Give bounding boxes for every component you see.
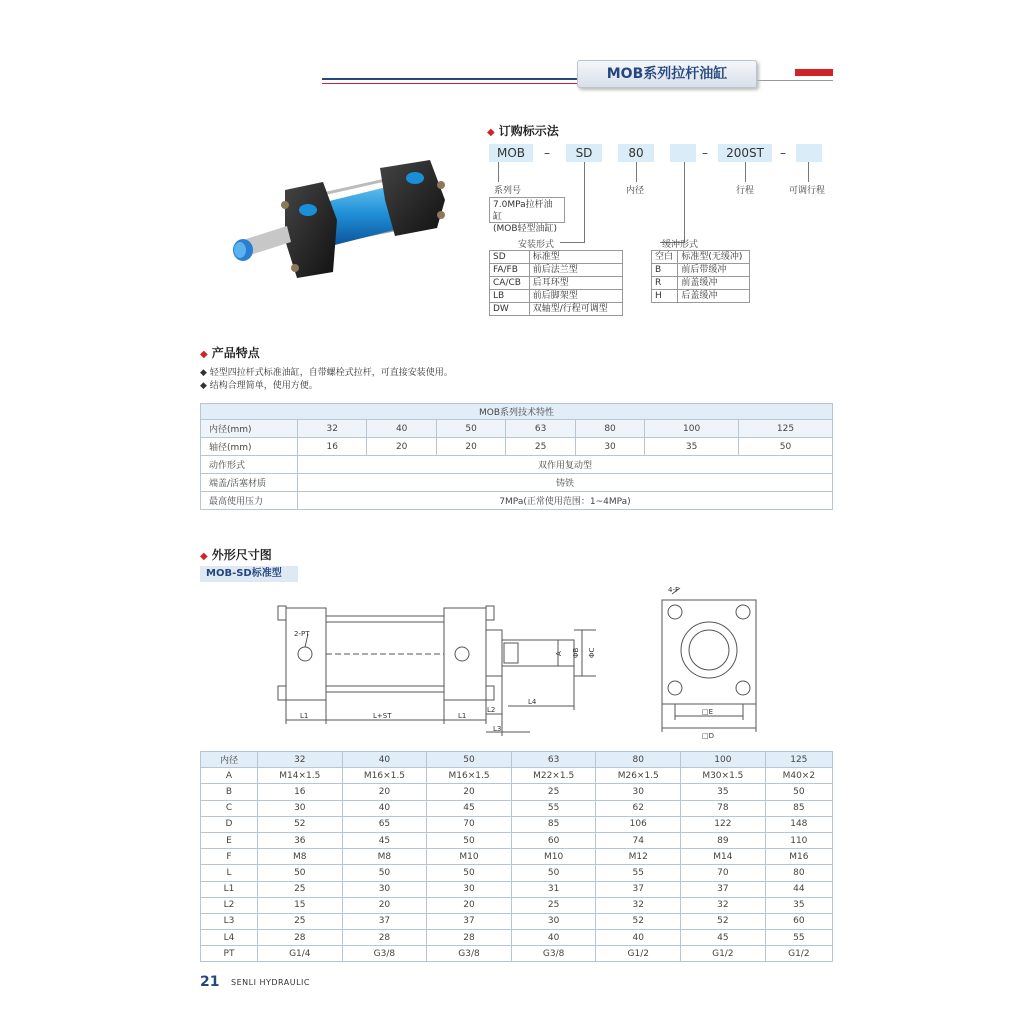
drawing-e: □E bbox=[702, 708, 714, 716]
table-cell: 20 bbox=[427, 784, 512, 800]
table-row bbox=[201, 800, 833, 816]
table-row bbox=[201, 420, 833, 438]
table-cell: 32 bbox=[681, 897, 766, 913]
code-cushion bbox=[670, 144, 696, 162]
list-item bbox=[652, 290, 750, 303]
table-cell: 30 bbox=[596, 784, 681, 800]
table-cell: 110 bbox=[765, 832, 832, 848]
table-cell: 37 bbox=[681, 881, 766, 897]
table-cell: 50 bbox=[765, 784, 832, 800]
table-header-cell: 40 bbox=[342, 752, 427, 768]
table-cell: 空白 bbox=[652, 251, 678, 264]
table-cell: 20 bbox=[427, 897, 512, 913]
table-cell: G1/4 bbox=[258, 946, 343, 962]
table-cell: M10 bbox=[427, 849, 512, 865]
tech-rod-label: 轴径(mm) bbox=[201, 438, 298, 456]
table-cell: M30×1.5 bbox=[681, 768, 766, 784]
table-cell: 70 bbox=[427, 816, 512, 832]
leader-adjustable bbox=[808, 162, 809, 182]
table-row bbox=[201, 832, 833, 848]
header-red-accent bbox=[795, 69, 833, 76]
table-cell: A bbox=[201, 768, 258, 784]
table-cell: M26×1.5 bbox=[596, 768, 681, 784]
table-row bbox=[201, 913, 833, 929]
drawing-pt: 2-PT bbox=[294, 630, 310, 638]
table-cell: 78 bbox=[681, 800, 766, 816]
series-desc-line1: 7.0MPa拉杆油缸 bbox=[493, 200, 553, 222]
table-cell: 125 bbox=[738, 420, 832, 438]
table-cell: 30 bbox=[342, 881, 427, 897]
cylinder-product-image bbox=[225, 160, 455, 285]
table-cell: M14 bbox=[681, 849, 766, 865]
table-row bbox=[201, 438, 833, 456]
table-cell: 前后脚架型 bbox=[529, 290, 622, 303]
order-heading bbox=[487, 122, 559, 139]
table-row bbox=[201, 946, 833, 962]
drawing-l4: L4 bbox=[528, 698, 537, 706]
table-header-cell: 80 bbox=[596, 752, 681, 768]
table-cell: 20 bbox=[342, 784, 427, 800]
table-cell: 32 bbox=[596, 897, 681, 913]
page-number: 21 bbox=[200, 974, 220, 990]
table-row bbox=[201, 930, 833, 946]
table-cell: 铸铁 bbox=[298, 474, 833, 492]
label-mount-title: 安装形式 bbox=[518, 240, 555, 250]
code-mount: SD bbox=[566, 144, 602, 162]
table-cell: 50 bbox=[511, 865, 596, 881]
code-dash-3: – bbox=[780, 146, 786, 160]
table-cell: 60 bbox=[511, 832, 596, 848]
table-cell: B bbox=[652, 264, 678, 277]
table-cell: M8 bbox=[342, 849, 427, 865]
table-cell: 45 bbox=[681, 930, 766, 946]
table-cell: 20 bbox=[367, 438, 436, 456]
table-cell: 25 bbox=[511, 784, 596, 800]
table-cell: 45 bbox=[342, 832, 427, 848]
table-cell: 35 bbox=[765, 897, 832, 913]
table-cell: 16 bbox=[298, 438, 367, 456]
header-rule-red bbox=[322, 83, 577, 84]
table-cell: 15 bbox=[258, 897, 343, 913]
diamond-icon: ◆ bbox=[200, 551, 208, 562]
label-cushion-title: 缓冲形式 bbox=[662, 240, 699, 250]
table-row bbox=[201, 492, 833, 510]
table-cell: M40×2 bbox=[765, 768, 832, 784]
table-cell: 前后法兰型 bbox=[529, 264, 622, 277]
header-rule-gray bbox=[757, 80, 833, 81]
table-cell: 50 bbox=[342, 865, 427, 881]
table-row bbox=[201, 849, 833, 865]
table-cell: 30 bbox=[575, 438, 644, 456]
tech-bore-label: 内径(mm) bbox=[201, 420, 298, 438]
drawing-l3: L3 bbox=[493, 725, 502, 733]
table-row bbox=[201, 881, 833, 897]
table-cell: 65 bbox=[342, 816, 427, 832]
side-view-drawing bbox=[268, 600, 608, 740]
table-cell: G3/8 bbox=[342, 946, 427, 962]
leader-mount bbox=[584, 162, 585, 242]
table-cell: 50 bbox=[427, 832, 512, 848]
leader-cushion bbox=[684, 162, 685, 242]
code-adjustable bbox=[796, 144, 822, 162]
table-cell: 最高使用压力 bbox=[201, 492, 298, 510]
table-cell: H bbox=[652, 290, 678, 303]
drawing-c: ΦC bbox=[588, 647, 596, 658]
drawing-a: A bbox=[555, 651, 563, 656]
code-stroke: 200ST bbox=[718, 144, 772, 162]
code-dash-2: – bbox=[702, 146, 708, 160]
drawing-d: □D bbox=[702, 732, 715, 740]
code-series: MOB bbox=[489, 144, 533, 162]
table-cell: R bbox=[652, 277, 678, 290]
table-row bbox=[201, 456, 833, 474]
table-cell: 25 bbox=[258, 881, 343, 897]
table-cell: FA/FB bbox=[490, 264, 530, 277]
label-stroke: 行程 bbox=[736, 186, 755, 196]
table-header-cell: 63 bbox=[511, 752, 596, 768]
table-cell: 45 bbox=[427, 800, 512, 816]
table-cell: 52 bbox=[596, 913, 681, 929]
table-cell: 25 bbox=[506, 438, 575, 456]
table-cell: DW bbox=[490, 303, 530, 316]
table-cell: 44 bbox=[765, 881, 832, 897]
cushion-table bbox=[651, 250, 750, 303]
table-row bbox=[201, 865, 833, 881]
table-cell: L4 bbox=[201, 930, 258, 946]
list-item bbox=[652, 251, 750, 264]
table-cell: 52 bbox=[681, 913, 766, 929]
table-cell: C bbox=[201, 800, 258, 816]
table-cell: L bbox=[201, 865, 258, 881]
table-cell: 40 bbox=[596, 930, 681, 946]
page-title: MOB系列拉杆油缸 bbox=[577, 60, 757, 88]
table-cell: 50 bbox=[436, 420, 505, 438]
table-cell: 20 bbox=[342, 897, 427, 913]
table-cell: F bbox=[201, 849, 258, 865]
table-cell: 双作用复动型 bbox=[298, 456, 833, 474]
table-cell: 前后带缓冲 bbox=[678, 264, 750, 277]
table-cell: G3/8 bbox=[511, 946, 596, 962]
table-cell: 63 bbox=[506, 420, 575, 438]
table-row bbox=[201, 784, 833, 800]
table-cell: 60 bbox=[765, 913, 832, 929]
drawing-f: 4-F bbox=[668, 586, 680, 594]
tech-caption: MOB系列技术特性 bbox=[201, 404, 833, 420]
mounting-table bbox=[489, 250, 623, 316]
drawing-l1: L1 bbox=[300, 712, 309, 720]
series-desc-line2: (MOB轻型油缸) bbox=[493, 224, 558, 234]
table-cell: 50 bbox=[738, 438, 832, 456]
feature-item-2: ◆ 结构合理简单，使用方便。 bbox=[200, 381, 318, 391]
leader-mount-h bbox=[560, 242, 585, 243]
table-cell: 40 bbox=[511, 930, 596, 946]
table-cell: 30 bbox=[258, 800, 343, 816]
table-cell: 85 bbox=[765, 800, 832, 816]
table-cell: 55 bbox=[596, 865, 681, 881]
table-header-cell: 32 bbox=[258, 752, 343, 768]
table-cell: 36 bbox=[258, 832, 343, 848]
diamond-icon: ◆ bbox=[200, 349, 208, 360]
label-series: 系列号 bbox=[494, 186, 522, 196]
table-cell: G1/2 bbox=[596, 946, 681, 962]
table-row bbox=[201, 816, 833, 832]
table-cell: 后耳环型 bbox=[529, 277, 622, 290]
table-cell: 16 bbox=[258, 784, 343, 800]
table-cell: 动作形式 bbox=[201, 456, 298, 474]
table-cell: G3/8 bbox=[427, 946, 512, 962]
table-cell: 50 bbox=[427, 865, 512, 881]
table-cell: G1/2 bbox=[765, 946, 832, 962]
table-header-cell: 50 bbox=[427, 752, 512, 768]
table-cell: PT bbox=[201, 946, 258, 962]
table-cell: 32 bbox=[298, 420, 367, 438]
table-cell: SD bbox=[490, 251, 530, 264]
table-cell: 37 bbox=[427, 913, 512, 929]
table-header-cell: 100 bbox=[681, 752, 766, 768]
leader-stroke bbox=[745, 162, 746, 182]
table-cell: 双轴型/行程可调型 bbox=[529, 303, 622, 316]
table-cell: 40 bbox=[342, 800, 427, 816]
features-heading-text: 产品特点 bbox=[211, 346, 260, 360]
table-cell: 25 bbox=[511, 897, 596, 913]
table-cell: 28 bbox=[427, 930, 512, 946]
tech-spec-table bbox=[200, 403, 833, 510]
table-cell: 37 bbox=[342, 913, 427, 929]
table-header-cell: 内径 bbox=[201, 752, 258, 768]
dims-heading bbox=[200, 546, 272, 563]
table-cell: G1/2 bbox=[681, 946, 766, 962]
list-item bbox=[490, 264, 623, 277]
brand-name: SENLI HYDRAULIC bbox=[231, 978, 311, 987]
table-cell: 后盖缓冲 bbox=[678, 290, 750, 303]
list-item bbox=[652, 277, 750, 290]
series-desc-box bbox=[489, 197, 565, 234]
feature-item-1: ◆ 轻型四拉杆式标准油缸，自带螺栓式拉杆，可直接安装使用。 bbox=[200, 368, 453, 378]
table-cell: 89 bbox=[681, 832, 766, 848]
table-cell: L1 bbox=[201, 881, 258, 897]
list-item bbox=[652, 264, 750, 277]
drawing-b: ΦB bbox=[572, 647, 580, 658]
dims-subtitle: MOB-SD标准型 bbox=[200, 566, 298, 582]
table-header-row bbox=[201, 752, 833, 768]
table-cell: M16×1.5 bbox=[342, 768, 427, 784]
table-cell: 35 bbox=[645, 438, 739, 456]
table-cell: 28 bbox=[258, 930, 343, 946]
table-cell: M12 bbox=[596, 849, 681, 865]
label-bore: 内径 bbox=[626, 186, 645, 196]
table-cell: 52 bbox=[258, 816, 343, 832]
list-item bbox=[490, 277, 623, 290]
table-cell: 106 bbox=[596, 816, 681, 832]
table-cell: 前盖缓冲 bbox=[678, 277, 750, 290]
table-cell: M10 bbox=[511, 849, 596, 865]
table-cell: 100 bbox=[645, 420, 739, 438]
table-cell: LB bbox=[490, 290, 530, 303]
table-cell: 55 bbox=[511, 800, 596, 816]
header-rule-navy bbox=[322, 78, 577, 80]
features-heading bbox=[200, 344, 260, 361]
table-cell: 40 bbox=[367, 420, 436, 438]
table-cell: 122 bbox=[681, 816, 766, 832]
table-cell: 55 bbox=[765, 930, 832, 946]
table-cell: L3 bbox=[201, 913, 258, 929]
table-cell: 35 bbox=[681, 784, 766, 800]
table-header-cell: 125 bbox=[765, 752, 832, 768]
table-cell: 31 bbox=[511, 881, 596, 897]
table-cell: 80 bbox=[575, 420, 644, 438]
table-cell: 37 bbox=[596, 881, 681, 897]
table-cell: 85 bbox=[511, 816, 596, 832]
dimension-table bbox=[200, 751, 833, 962]
table-cell: D bbox=[201, 816, 258, 832]
code-bore: 80 bbox=[618, 144, 654, 162]
table-cell: 标准型(无缓冲) bbox=[678, 251, 750, 264]
table-cell: 30 bbox=[427, 881, 512, 897]
table-cell: 74 bbox=[596, 832, 681, 848]
table-cell: M16 bbox=[765, 849, 832, 865]
table-cell: 80 bbox=[765, 865, 832, 881]
list-item bbox=[490, 290, 623, 303]
drawing-lst: L+ST bbox=[373, 712, 392, 720]
table-cell: 62 bbox=[596, 800, 681, 816]
label-adjustable: 可调行程 bbox=[789, 186, 826, 196]
table-row bbox=[201, 474, 833, 492]
table-row bbox=[201, 768, 833, 784]
table-cell: 70 bbox=[681, 865, 766, 881]
table-cell: 30 bbox=[511, 913, 596, 929]
list-item bbox=[490, 251, 623, 264]
front-view-drawing bbox=[650, 580, 770, 740]
table-cell: 端盖/活塞材质 bbox=[201, 474, 298, 492]
table-cell: CA/CB bbox=[490, 277, 530, 290]
diamond-icon: ◆ bbox=[487, 127, 495, 138]
table-cell: M16×1.5 bbox=[427, 768, 512, 784]
table-cell: 50 bbox=[258, 865, 343, 881]
table-cell: B bbox=[201, 784, 258, 800]
table-cell: M22×1.5 bbox=[511, 768, 596, 784]
table-cell: 25 bbox=[258, 913, 343, 929]
table-cell: 148 bbox=[765, 816, 832, 832]
table-cell: E bbox=[201, 832, 258, 848]
drawing-l1b: L1 bbox=[458, 712, 467, 720]
code-dash-1: – bbox=[544, 146, 550, 160]
table-cell: 28 bbox=[342, 930, 427, 946]
table-cell: M8 bbox=[258, 849, 343, 865]
list-item bbox=[490, 303, 623, 316]
dims-heading-text: 外形尺寸图 bbox=[211, 548, 272, 562]
drawing-l2: L2 bbox=[487, 706, 496, 714]
leader-bore bbox=[636, 162, 637, 182]
table-cell: M14×1.5 bbox=[258, 768, 343, 784]
leader-series bbox=[498, 162, 499, 182]
order-heading-text: 订购标示法 bbox=[498, 124, 559, 138]
table-cell: 20 bbox=[436, 438, 505, 456]
table-cell: 7MPa(正常使用范围：1~4MPa) bbox=[298, 492, 833, 510]
table-cell: 标准型 bbox=[529, 251, 622, 264]
table-cell: L2 bbox=[201, 897, 258, 913]
table-row bbox=[201, 897, 833, 913]
